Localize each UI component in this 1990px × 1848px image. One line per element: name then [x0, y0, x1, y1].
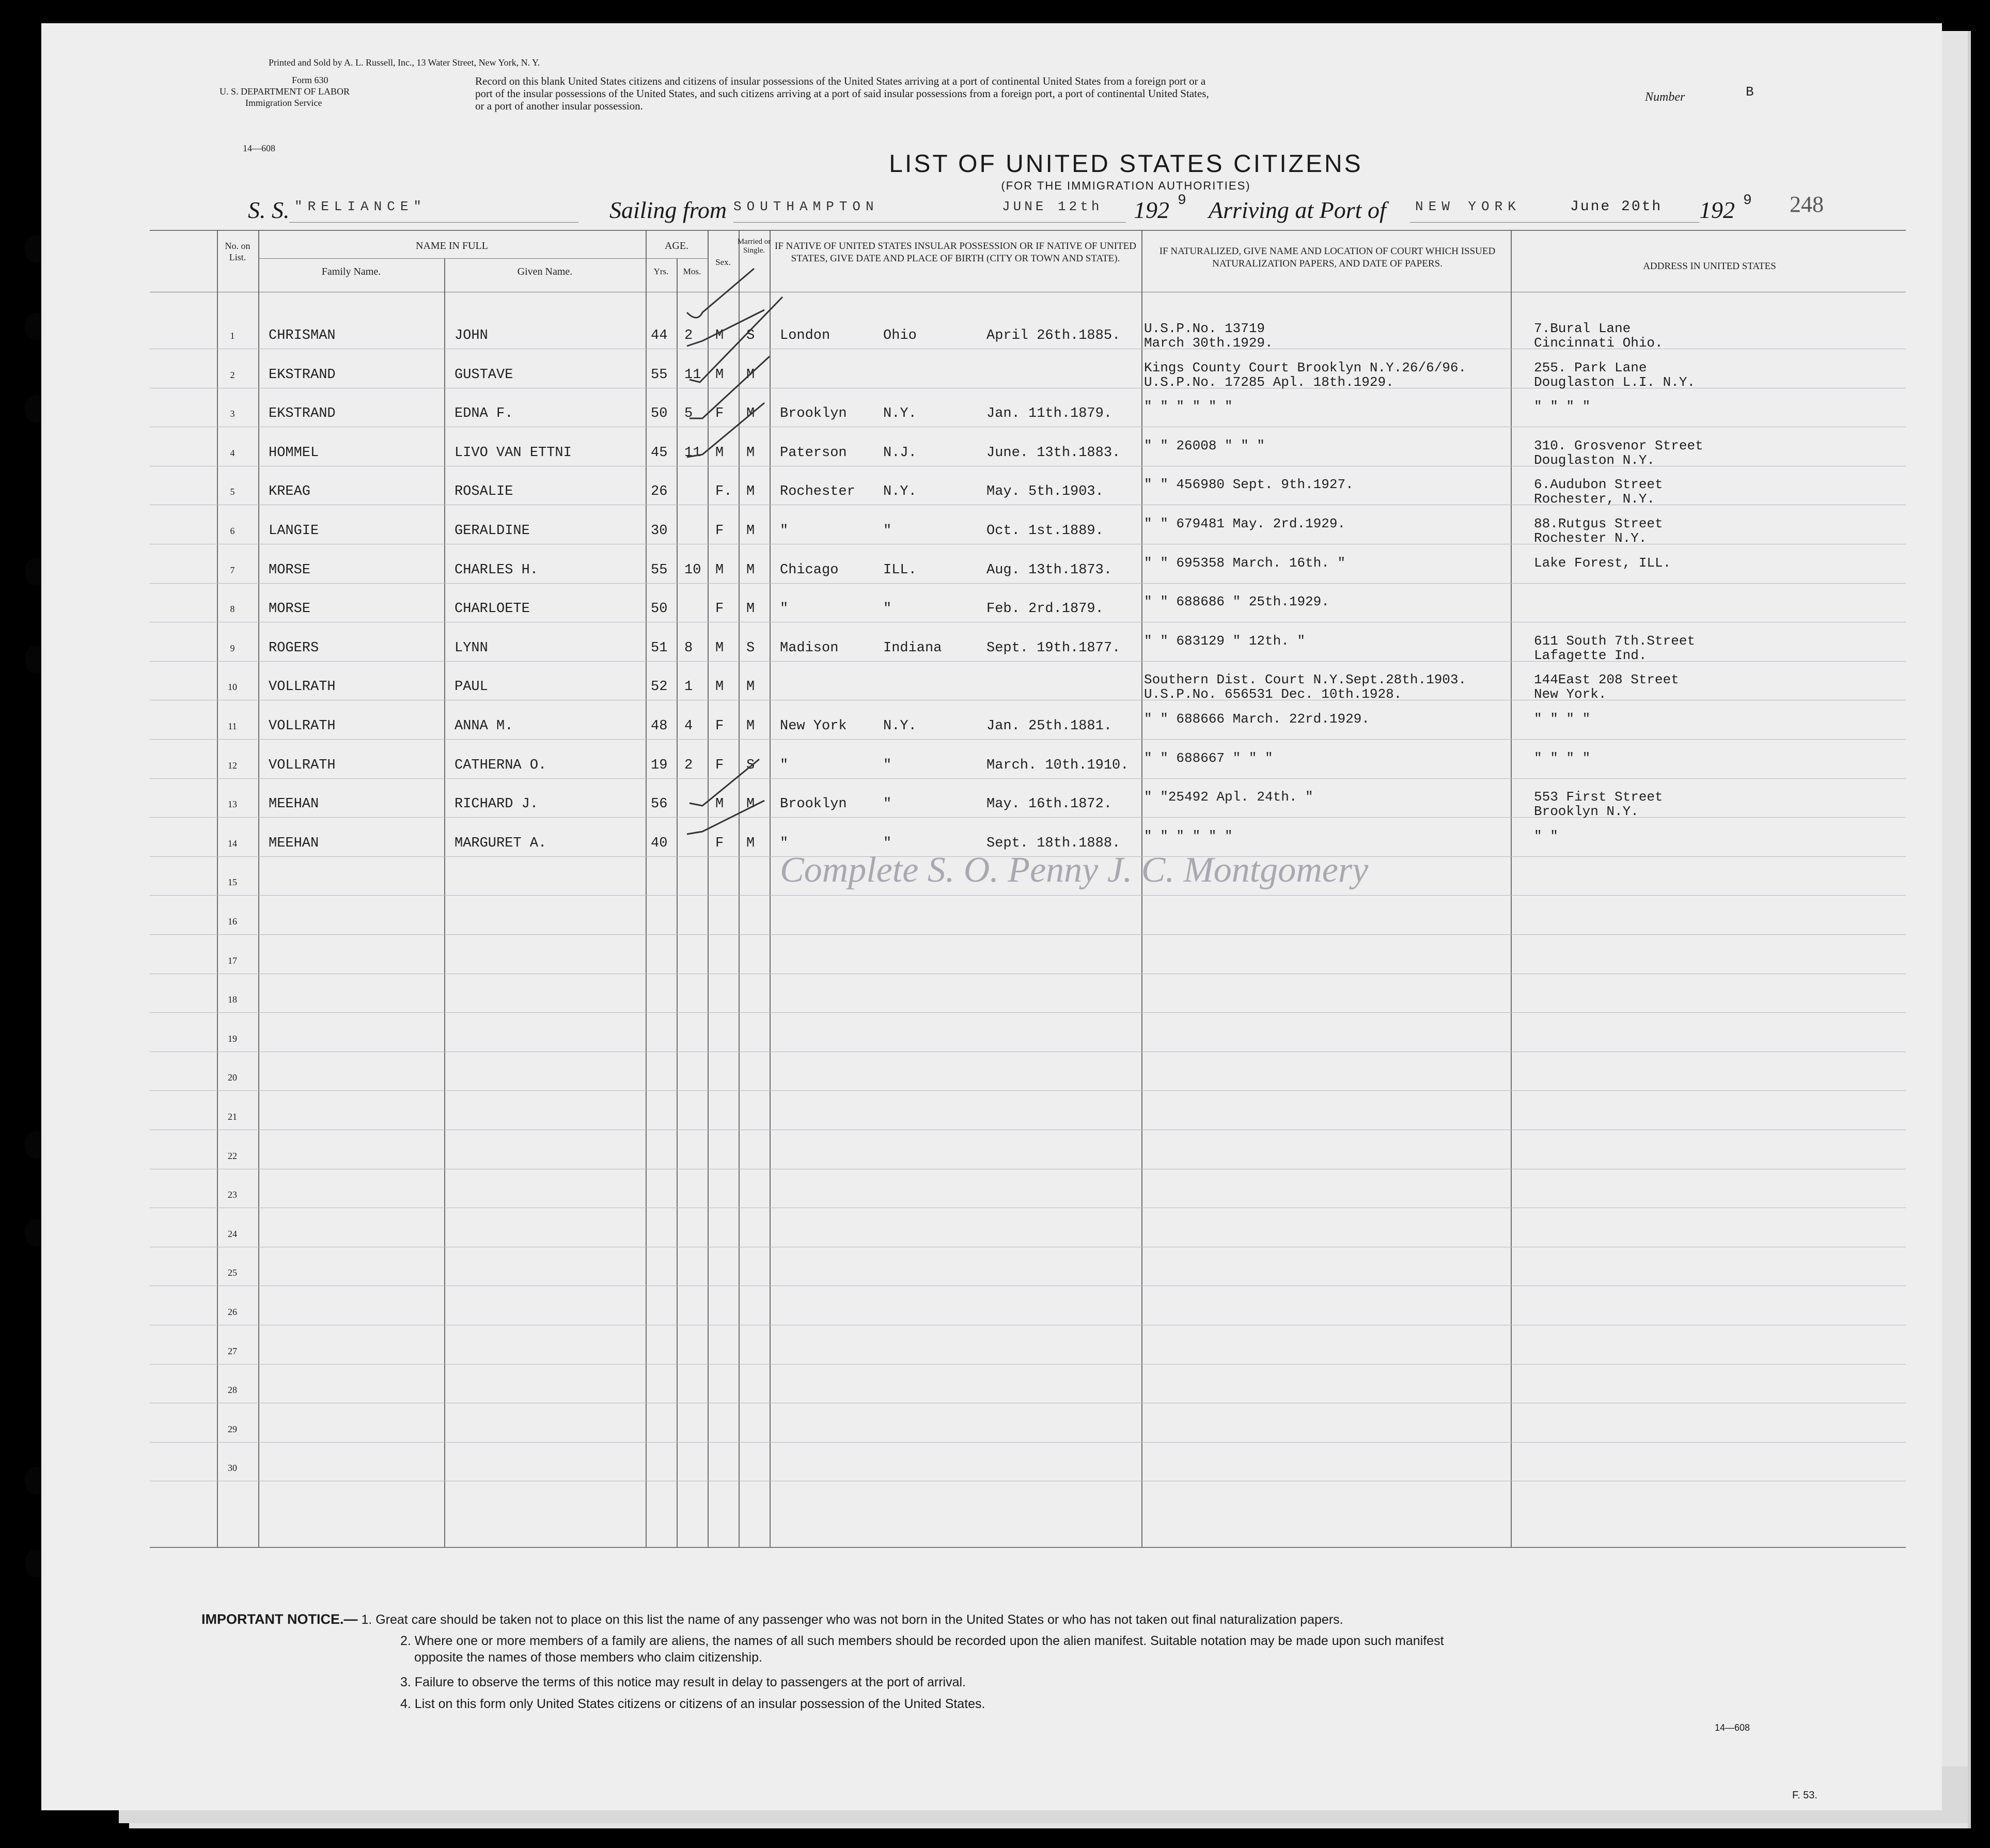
form-code: 14—608 [243, 143, 275, 153]
notice-item-4: 4. List on this form only United States citizens or citizens of an insular possession of the United States. [400, 1697, 985, 1711]
cell-state: Indiana [883, 640, 942, 656]
row-number: 3 [230, 409, 235, 419]
footer-code: 14—608 [1715, 1722, 1750, 1733]
col-header-family: Family Name. [321, 266, 381, 277]
year-label-2: 192 [1699, 197, 1735, 223]
cell-mos: 11 [684, 367, 701, 383]
cell-sex: F [715, 523, 724, 539]
cell-family: LANGIE [269, 523, 319, 539]
cell-sex: M [715, 328, 724, 343]
cell-given: CHARLOETE [455, 601, 530, 617]
cell-addr-1: 310. Grosvenor Street [1534, 437, 1703, 453]
row-number: 29 [228, 1423, 237, 1434]
cell-given: CHARLES H. [455, 562, 539, 578]
cell-addr-1: " " " " [1534, 711, 1591, 727]
col-header-married: Married or Single. [737, 238, 771, 255]
cell-ms: S [746, 640, 755, 656]
form-subtitle: (FOR THE IMMIGRATION AUTHORITIES) [1001, 179, 1251, 192]
cell-state: " [883, 835, 892, 851]
row-number: 6 [230, 526, 235, 536]
cell-ms: M [746, 835, 755, 851]
cell-ms: M [746, 796, 755, 812]
cell-mos: 5 [684, 406, 693, 422]
number-label: Number [1645, 90, 1685, 104]
cell-city: Madison [780, 640, 839, 656]
cell-given: GERALDINE [455, 523, 530, 539]
cell-sex: F [715, 835, 724, 851]
cell-addr-2: New York. [1534, 686, 1607, 702]
cell-state: " [883, 523, 892, 539]
ship-name: "RELIANCE" [294, 199, 427, 214]
notice-item-1 [201, 1611, 1343, 1627]
cell-sex: M [715, 367, 724, 383]
cell-yrs: 19 [651, 757, 668, 773]
row-number: 4 [230, 447, 235, 458]
cell-nat-a: Southern Dist. Court N.Y.Sept.28th.1903. [1144, 672, 1467, 688]
cell-bdate: March. 10th.1910. [986, 757, 1129, 773]
cell-family: VOLLRATH [269, 718, 336, 734]
cell-addr-2: Cincinnati Ohio. [1534, 335, 1663, 351]
cell-bdate: Feb. 2rd.1879. [986, 601, 1104, 617]
cell-bdate: April 26th.1885. [986, 328, 1121, 343]
cell-sex: M [715, 640, 724, 656]
arriving-date: June 20th [1570, 199, 1663, 215]
row-number: 8 [230, 604, 235, 615]
row-number: 30 [228, 1463, 237, 1474]
cell-mos: 4 [684, 718, 693, 734]
cell-given: ROSALIE [455, 484, 513, 500]
cell-nat-a: " " 683129 " 12th. " [1144, 633, 1306, 649]
cell-mos: 8 [684, 640, 693, 656]
sailing-from-label: Sailing from [609, 197, 727, 223]
cell-bdate: June. 13th.1883. [986, 445, 1121, 461]
col-header-yrs: Yrs. [653, 267, 669, 276]
row-number: 1 [230, 331, 235, 341]
cell-mos: 11 [684, 445, 701, 461]
cell-nat-b: U.S.P.No. 656531 Dec. 10th.1928. [1144, 686, 1402, 702]
cell-sex: F. [715, 484, 732, 500]
cell-addr-2: Brooklyn N.Y. [1534, 804, 1639, 820]
record-instructions-3: or a port of another insular possession. [475, 100, 643, 112]
cell-state: ILL. [883, 562, 917, 578]
form-title: LIST OF UNITED STATES CITIZENS [889, 150, 1363, 178]
cell-addr-1: " " " " [1534, 750, 1591, 766]
page-number: 248 [1790, 192, 1824, 217]
row-number: 7 [230, 565, 235, 575]
cell-family: ROGERS [269, 640, 319, 656]
col-header-address: ADDRESS IN UNITED STATES [1643, 261, 1776, 272]
cell-family: MEEHAN [269, 796, 319, 812]
cell-city: " [780, 757, 789, 773]
col-header-naturalized: IF NATURALIZED, GIVE NAME AND LOCATION OF COURT WHICH ISSUED NATURALIZATION PAPERS, AND DATE OF PAPERS. [1159, 246, 1496, 269]
footer-corner-code: F. 53. [1792, 1790, 1817, 1801]
row-number: 5 [230, 487, 235, 497]
cell-family: CHRISMAN [269, 328, 336, 343]
year-label-1: 192 [1134, 197, 1169, 223]
cell-nat-a: U.S.P.No. 13719 [1144, 321, 1265, 336]
cell-sex: F [715, 406, 724, 422]
cell-city: " [780, 835, 789, 851]
cell-nat-a: " " " " " " [1144, 828, 1233, 844]
manifest-sheet [41, 23, 1942, 1810]
cell-given: ANNA M. [455, 718, 513, 734]
col-header-mos: Mos. [683, 267, 701, 276]
cell-bdate: Aug. 13th.1873. [986, 562, 1112, 578]
cell-sex: M [715, 445, 724, 461]
cell-nat-a: Kings County Court Brooklyn N.Y.26/6/96. [1144, 359, 1467, 375]
cell-given: MARGURET A. [455, 835, 547, 851]
row-number: 24 [228, 1228, 237, 1239]
cell-city: Chicago [780, 562, 839, 578]
cell-ms: M [746, 718, 755, 734]
form-number: Form 630 [292, 75, 328, 85]
notice-item-1-text: 1. Great care should be taken not to place on this list the name of any passenger who was not born in the United States or who has not taken out final naturalization papers. [361, 1612, 1343, 1627]
cell-ms: M [746, 367, 755, 383]
cell-mos: 2 [684, 328, 693, 343]
row-number: 16 [228, 916, 237, 927]
cell-addr-1: 6.Audubon Street [1534, 477, 1663, 493]
year-digit-2: 9 [1743, 193, 1752, 209]
cell-ms: M [746, 445, 755, 461]
cell-addr-1: 255. Park Lane [1534, 359, 1647, 375]
cell-sex: M [715, 679, 724, 695]
cell-sex: F [715, 757, 724, 773]
row-number: 14 [228, 838, 237, 849]
notice-item-2a: 2. Where one or more members of a family are aliens, the names of all such members should be recorded upon the alien manifest. Suitable notation may be made upon such manifest [400, 1634, 1444, 1648]
cell-bdate: Sept. 19th.1877. [986, 640, 1121, 656]
cell-yrs: 30 [651, 523, 668, 539]
cell-city: Paterson [780, 445, 847, 461]
cell-city: New York [780, 718, 847, 734]
check-marks [41, 23, 1942, 1810]
service-name: Immigration Service [245, 98, 322, 108]
cell-yrs: 51 [651, 640, 668, 656]
cell-addr-2: Douglaston N.Y. [1534, 452, 1655, 468]
cell-ms: M [746, 406, 755, 422]
cell-ms: S [746, 757, 755, 773]
col-header-no: No. on List. [225, 241, 250, 262]
record-instructions-2: port of the insular possessions of the United States, and such citizens arriving at a port of said insular possessions from a foreign port, a port of continental United States, [475, 87, 1209, 100]
col-header-age: AGE. [664, 240, 689, 252]
year-digit-1: 9 [1178, 193, 1186, 209]
cell-addr-2: Douglaston L.I. N.Y. [1534, 374, 1696, 390]
cell-ms: S [746, 328, 755, 343]
row-number: 26 [228, 1307, 237, 1317]
cell-family: EKSTRAND [269, 367, 336, 383]
cell-mos: 2 [684, 757, 693, 773]
cell-state: " [883, 601, 892, 617]
cell-mos: 1 [684, 679, 693, 695]
cell-bdate: May. 16th.1872. [986, 796, 1112, 812]
cell-sex: M [715, 796, 724, 812]
cell-yrs: 56 [651, 796, 668, 812]
cell-addr-2: Rochester, N.Y. [1534, 491, 1655, 507]
department-name: U. S. DEPARTMENT OF LABOR [220, 86, 350, 97]
cell-state: N.Y. [883, 484, 917, 500]
cell-addr-1: Lake Forest, ILL. [1534, 555, 1671, 571]
row-number: 18 [228, 994, 237, 1005]
cell-family: KREAG [269, 484, 311, 500]
cell-yrs: 55 [651, 367, 668, 383]
cell-addr-1: 7.Bural Lane [1534, 321, 1631, 336]
cell-ms: M [746, 679, 755, 695]
row-number: 15 [228, 877, 237, 888]
sailing-date: JUNE 12th [1002, 199, 1103, 214]
cell-city: London [780, 328, 831, 343]
cell-yrs: 44 [651, 328, 668, 343]
cell-addr-1: " " [1534, 828, 1558, 844]
cell-city: Rochester [780, 484, 855, 500]
cell-addr-2: Lafagette Ind. [1534, 647, 1647, 663]
cell-bdate: Oct. 1st.1889. [986, 523, 1104, 539]
cell-addr-2: Rochester N.Y. [1534, 530, 1647, 546]
cell-given: CATHERNA O. [455, 757, 547, 773]
cell-family: VOLLRATH [269, 757, 336, 773]
cell-ms: M [746, 523, 755, 539]
cell-yrs: 45 [651, 445, 668, 461]
cell-addr-1: " " " " [1534, 399, 1591, 415]
cell-bdate: Jan. 11th.1879. [986, 406, 1112, 422]
cell-state: N.Y. [883, 718, 917, 734]
cell-family: MORSE [269, 601, 311, 617]
cell-yrs: 50 [651, 601, 668, 617]
cell-nat-b: U.S.P.No. 17285 Apl. 18th.1929. [1144, 374, 1394, 390]
sailing-from-port: SOUTHAMPTON [733, 199, 879, 214]
cell-nat-a: " " 695358 March. 16th. " [1144, 555, 1346, 571]
arriving-port: NEW YORK [1415, 199, 1521, 214]
row-number: 13 [228, 799, 237, 810]
cell-ms: M [746, 601, 755, 617]
ss-label: S. S. [248, 197, 290, 223]
cell-addr-1: 88.Rutgus Street [1534, 516, 1663, 531]
cell-addr-1: 553 First Street [1534, 789, 1663, 805]
row-number: 11 [228, 721, 237, 731]
cell-state: " [883, 757, 892, 773]
cell-nat-a: " " 26008 " " " [1144, 437, 1265, 453]
row-number: 27 [228, 1345, 237, 1356]
cell-family: VOLLRATH [269, 679, 336, 695]
number-value: B [1746, 84, 1754, 100]
notice-item-3: 3. Failure to observe the terms of this notice may result in delay to passengers at the port of arrival. [400, 1675, 966, 1689]
row-number: 12 [228, 760, 237, 771]
cell-ms: M [746, 484, 755, 500]
cell-yrs: 50 [651, 406, 668, 422]
cell-city: " [780, 601, 789, 617]
cell-given: RICHARD J. [455, 796, 539, 812]
cell-state: " [883, 796, 892, 812]
cell-bdate: Jan. 25th.1881. [986, 718, 1112, 734]
cell-yrs: 52 [651, 679, 668, 695]
cell-nat-a: " " 679481 May. 2rd.1929. [1144, 516, 1346, 531]
cell-family: HOMMEL [269, 445, 319, 461]
cell-given: GUSTAVE [455, 367, 513, 383]
cell-city: Brooklyn [780, 406, 847, 422]
cell-city: " [780, 523, 789, 539]
cell-sex: F [715, 601, 724, 617]
cell-addr-1: 144East 208 Street [1534, 672, 1679, 688]
cell-nat-a: " "25492 Apl. 24th. " [1144, 789, 1313, 805]
cell-family: MORSE [269, 562, 311, 578]
cell-nat-a: " " 688686 " 25th.1929. [1144, 594, 1329, 610]
row-number: 10 [228, 682, 237, 693]
col-header-sex: Sex. [715, 257, 731, 267]
cell-given: EDNA F. [455, 406, 513, 422]
notice-heading: IMPORTANT NOTICE.— [201, 1611, 358, 1627]
cell-bdate: May. 5th.1903. [986, 484, 1104, 500]
cell-bdate: Sept. 18th.1888. [986, 835, 1121, 851]
cell-nat-a: " " " " " " [1144, 399, 1233, 415]
row-number: 22 [228, 1150, 237, 1161]
cell-yrs: 40 [651, 835, 668, 851]
record-instructions-1: Record on this blank United States citizens and citizens of insular possessions of the United States arriving at a port of continental United States from a foreign port or a [475, 75, 1206, 87]
cell-family: EKSTRAND [269, 406, 336, 422]
row-number: 23 [228, 1189, 237, 1200]
cell-addr-1: 611 South 7th.Street [1534, 633, 1696, 649]
row-number: 28 [228, 1385, 237, 1396]
cell-given: PAUL [455, 679, 488, 695]
cell-yrs: 48 [651, 718, 668, 734]
row-number: 2 [230, 369, 235, 380]
cell-family: MEEHAN [269, 835, 319, 851]
printer-line: Printed and Sold by A. L. Russell, Inc., 13 Water Street, New York, N. Y. [269, 57, 540, 68]
cell-ms: M [746, 562, 755, 578]
row-number: 9 [230, 643, 235, 653]
row-number: 17 [228, 955, 237, 966]
cell-nat-b: March 30th.1929. [1144, 335, 1273, 351]
cell-city: Brooklyn [780, 796, 847, 812]
col-header-given: Given Name. [517, 266, 573, 277]
cell-sex: M [715, 562, 724, 578]
row-number: 19 [228, 1033, 237, 1044]
col-header-name: NAME IN FULL [416, 240, 488, 252]
cell-mos: 10 [684, 562, 701, 578]
cell-yrs: 26 [651, 484, 668, 500]
notice-item-2b: opposite the names of those members who claim citizenship. [414, 1650, 762, 1665]
cell-sex: F [715, 718, 724, 734]
cell-nat-a: " " 688666 March. 22rd.1929. [1144, 711, 1370, 727]
cell-state: N.J. [883, 445, 917, 461]
row-number: 25 [228, 1267, 237, 1278]
col-header-birth: IF NATIVE OF UNITED STATES INSULAR POSSESSION OR IF NATIVE OF UNITED STATES, GIVE DATE AND PLACE OF BIRTH (CITY OR TOWN AND STATE). [775, 241, 1136, 264]
cell-nat-a: " " 688667 " " " [1144, 750, 1273, 766]
cell-yrs: 55 [651, 562, 668, 578]
cell-state: Ohio [883, 328, 917, 343]
cell-given: LYNN [455, 640, 488, 656]
arriving-label: Arriving at Port of [1209, 197, 1386, 223]
cell-given: JOHN [455, 328, 488, 343]
row-number: 21 [228, 1111, 237, 1122]
cell-nat-a: " " 456980 Sept. 9th.1927. [1144, 477, 1354, 493]
cell-state: N.Y. [883, 406, 917, 422]
handwritten-annotation: Complete S. O. Penny J. C. Montgomery [780, 850, 1369, 890]
cell-given: LIVO VAN ETTNI [455, 445, 572, 461]
row-number: 20 [228, 1072, 237, 1083]
